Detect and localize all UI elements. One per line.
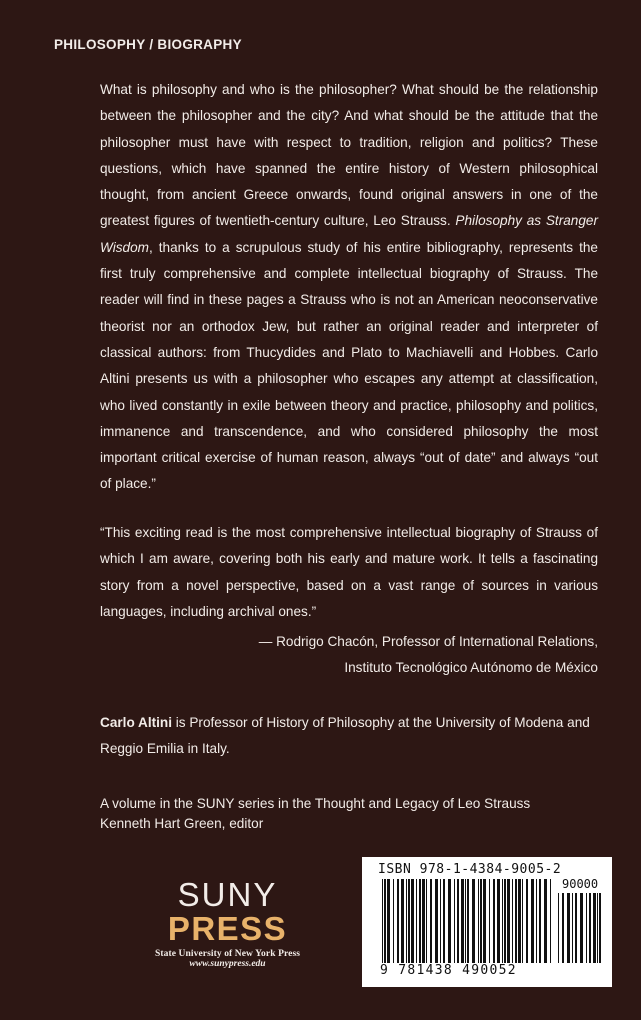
publisher-name-top: SUNY bbox=[177, 876, 278, 913]
isbn-barcode bbox=[362, 857, 612, 987]
attribution-line-1: — Rodrigo Chacón, Professor of International Relations, bbox=[258, 634, 598, 649]
barcode-digits: 9 781438 490052 bbox=[380, 963, 517, 978]
publisher-logo bbox=[140, 878, 315, 969]
endorsement-attribution bbox=[100, 629, 598, 682]
barcode-bars-icon bbox=[382, 879, 554, 963]
blurb-text-1: What is philosophy and who is the philosopher? What should be the relationship between the philosopher and the city? And what should be the attitude that the philosopher must have with respect to tradition, religion and politics? These questions, which have spanned the entire history of Western philosophical thought, from ancient Greece onwards, found original answers in one of the greatest figures of twentieth-century culture, Leo Strauss. bbox=[100, 82, 598, 229]
author-bio-text: is Professor of History of Philosophy at the University of Modena and Reggio Emilia in Italy. bbox=[100, 715, 590, 757]
endorsement-quote: “This exciting read is the most comprehensive intellectual biography of Strauss of which I am aware, covering both his early and mature work. It tells a fascinating story from a novel perspective, based on a vast range of sources in various languages, including archival ones.” bbox=[100, 525, 598, 619]
publisher-name-bottom: PRESS bbox=[167, 910, 288, 947]
barcode-addon-bars-icon bbox=[558, 893, 604, 963]
series-editor: Kenneth Hart Green, editor bbox=[100, 816, 264, 831]
isbn-number: ISBN 978-1-4384-9005-2 bbox=[378, 862, 562, 877]
price-code: 90000 bbox=[562, 877, 599, 891]
publisher-url: www.sunypress.edu bbox=[189, 959, 266, 969]
series-line-1: A volume in the SUNY series in the Thought and Legacy of Leo Strauss bbox=[100, 796, 531, 811]
book-title: Philosophy as Stranger Wisdom bbox=[100, 213, 598, 255]
category-label: PHILOSOPHY / BIOGRAPHY bbox=[54, 37, 242, 52]
author-bio bbox=[100, 710, 598, 763]
back-cover-blurb bbox=[100, 77, 598, 498]
attribution-line-2: Instituto Tecnológico Autónomo de México bbox=[344, 660, 598, 676]
series-info bbox=[100, 794, 598, 834]
publisher-university: State University of New York Press bbox=[154, 949, 301, 959]
blurb-text-2: , thanks to a scrupulous study of his entire bibliography, represents the first truly comprehensive and complete intellectual biography of Strauss. The reader will find in these pages a Strauss who is not an American neoconservative theorist nor an orthodox Jew, but rather an original reader and interpreter of classical authors: from Thucydides and Plato to Machiavelli and Hobbes. Carlo Altini presents us with a philosopher who escapes any attempt at classification, who lived constantly in exile between theory and practice, philosophy and politics, immanence and transcendence, and who considered philosophy the most important critical exercise of human reason, always “out of date” and always “out of place.” bbox=[100, 239, 598, 492]
author-name: Carlo Altini bbox=[100, 715, 172, 730]
